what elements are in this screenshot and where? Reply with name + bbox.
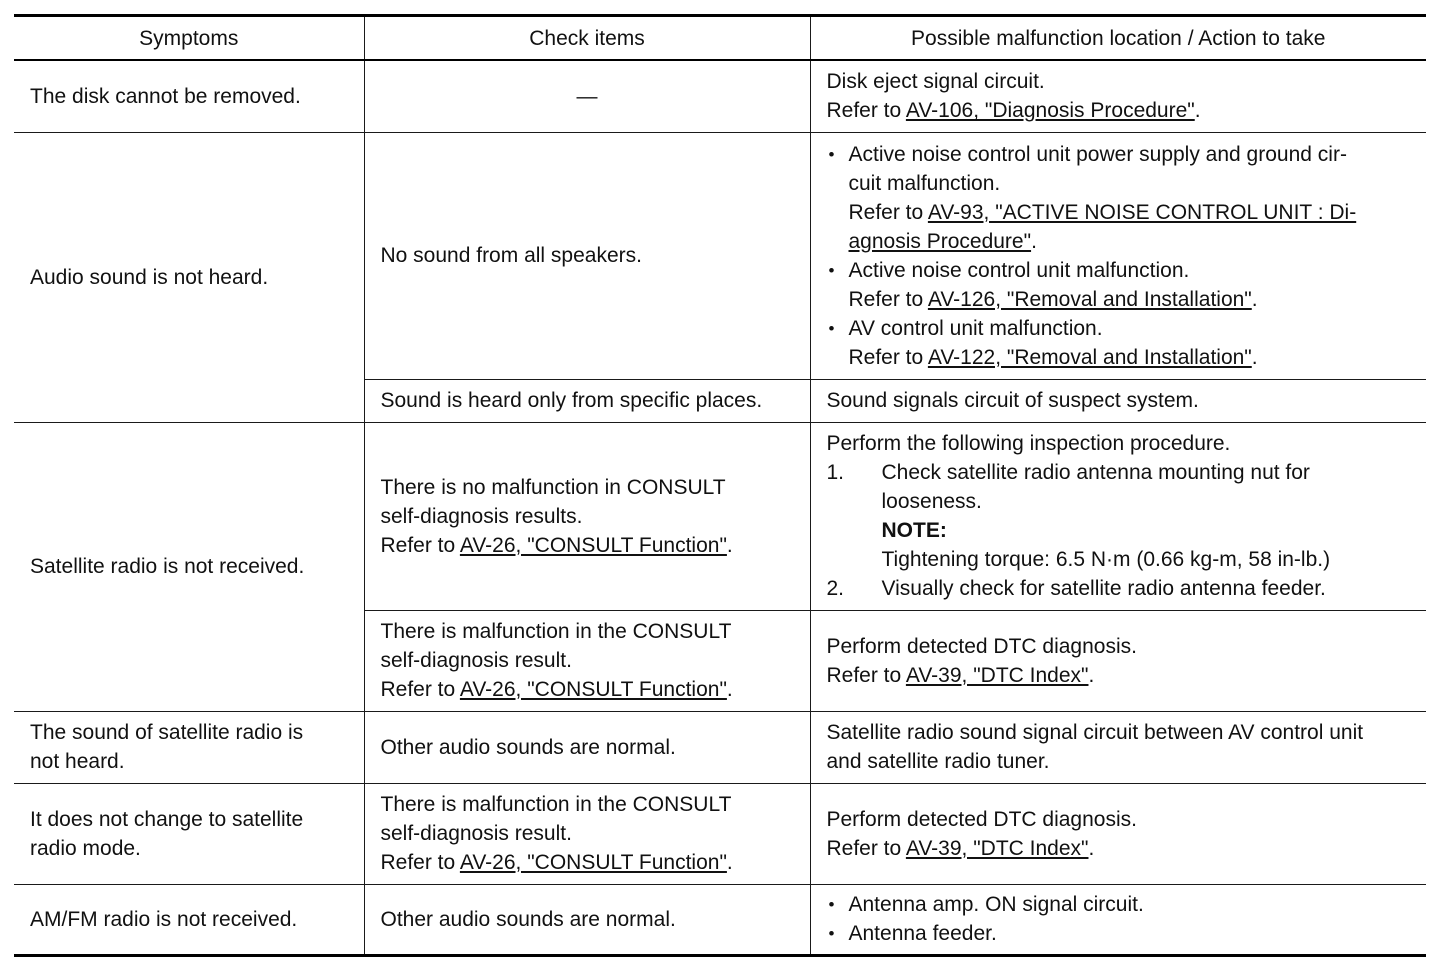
table-row: [14, 711, 1426, 783]
period: .: [1088, 663, 1095, 687]
action-text: and satellite radio tuner.: [826, 750, 1050, 773]
period: .: [1251, 345, 1258, 369]
period: .: [1031, 229, 1037, 253]
reference-link[interactable]: AV-126, "Removal and Installation": [927, 287, 1252, 311]
symptom-text: It does not change to satellite: [30, 807, 304, 831]
symptom-text: radio mode.: [30, 836, 141, 860]
reference-link[interactable]: AV-93, "ACTIVE NOISE CONTROL UNIT : Di-: [927, 200, 1357, 224]
action-cell: [810, 422, 1426, 610]
period: .: [1088, 836, 1095, 860]
step-item: [827, 458, 1411, 516]
table-row: [14, 422, 1426, 610]
reference-link[interactable]: agnosis Procedure": [848, 229, 1032, 253]
refer-text: Refer to: [380, 678, 460, 701]
table-row: [14, 60, 1426, 132]
symptom-cell: [14, 783, 364, 884]
action-cell: [810, 884, 1426, 955]
reference-link[interactable]: AV-26, "CONSULT Function": [459, 678, 727, 701]
check-cell: —: [364, 60, 810, 132]
header-check-items: Check items: [364, 16, 810, 61]
period: .: [1194, 99, 1201, 123]
check-cell: [364, 610, 810, 711]
action-text: • Active noise control unit malfunction.: [848, 258, 1190, 282]
table-header-row: [14, 16, 1426, 61]
reference-link[interactable]: AV-122, "Removal and Installation": [927, 345, 1252, 369]
header-symptoms: Symptoms: [14, 16, 364, 61]
action-text: Satellite radio sound signal circuit between AV control unit: [826, 721, 1364, 744]
bullet-item: [827, 314, 1411, 372]
step-item: [827, 574, 1411, 603]
period: .: [1251, 287, 1258, 311]
table-row: [14, 884, 1426, 955]
refer-text: Refer to: [380, 533, 460, 557]
refer-text: Refer to: [380, 851, 460, 874]
action-cell: [810, 783, 1426, 884]
check-cell: Sound is heard only from specific places.: [364, 379, 810, 422]
action-cell: [810, 610, 1426, 711]
bullet-item: • Antenna amp. ON signal circuit.: [827, 890, 1411, 919]
check-text: There is malfunction in the CONSULT: [380, 620, 732, 643]
bullet-item: • Antenna feeder.: [827, 919, 1411, 948]
refer-text: Refer to: [848, 345, 928, 369]
period: .: [726, 533, 733, 557]
check-cell: No sound from all speakers.: [364, 132, 810, 379]
check-cell: [364, 783, 810, 884]
action-cell: [810, 132, 1426, 379]
table-row: [14, 132, 1426, 379]
period: .: [726, 851, 733, 874]
table-row: [14, 783, 1426, 884]
action-text: cuit malfunction.: [848, 171, 1001, 195]
check-cell: [364, 422, 810, 610]
bullet-item: [827, 140, 1411, 256]
symptom-text: not heard.: [30, 750, 125, 773]
check-text: self-diagnosis result.: [380, 822, 572, 845]
action-text: • Active noise control unit power supply and ground cir-: [848, 142, 1347, 166]
reference-link[interactable]: AV-39, "DTC Index": [905, 663, 1089, 687]
action-cell: [810, 711, 1426, 783]
note-label: NOTE:: [881, 519, 947, 542]
action-text: Perform detected DTC diagnosis.: [826, 634, 1137, 658]
symptom-cell: The disk cannot be removed.: [14, 60, 364, 132]
check-text: self-diagnosis result.: [380, 649, 572, 672]
bullet-item: [827, 256, 1411, 314]
symptom-text: The sound of satellite radio is: [30, 721, 304, 744]
check-text: There is no malfunction in CONSULT: [380, 475, 726, 499]
symptom-cell: [14, 711, 364, 783]
action-text: • AV control unit malfunction.: [848, 316, 1103, 340]
action-text: looseness.: [881, 490, 982, 513]
symptom-cell: AM/FM radio is not received.: [14, 884, 364, 955]
refer-text: Refer to: [848, 200, 928, 224]
torque-spec: Tightening torque: 6.5 N·m (0.66 kg-m, 58 in-lb.): [881, 548, 1331, 571]
check-text: There is malfunction in the CONSULT: [380, 793, 732, 816]
action-text: Perform the following inspection procedure.: [826, 432, 1231, 455]
symptom-cell: Audio sound is not heard.: [14, 132, 364, 422]
step-number: 1.: [826, 461, 845, 484]
action-cell: Sound signals circuit of suspect system.: [810, 379, 1426, 422]
action-text: Perform detected DTC diagnosis.: [826, 807, 1137, 831]
refer-text: Refer to: [826, 836, 906, 860]
symptom-cell: Satellite radio is not received.: [14, 422, 364, 711]
reference-link[interactable]: AV-26, "CONSULT Function": [459, 851, 727, 874]
reference-link[interactable]: AV-106, "Diagnosis Procedure": [905, 99, 1195, 123]
refer-text: Refer to: [826, 663, 906, 687]
reference-link[interactable]: AV-39, "DTC Index": [905, 836, 1089, 860]
action-text: Check satellite radio antenna mounting nut for: [881, 461, 1310, 484]
action-text: Visually check for satellite radio antenna feeder.: [881, 577, 1326, 600]
action-text: Disk eject signal circuit.: [826, 70, 1045, 94]
refer-text: Refer to: [848, 287, 928, 311]
check-text: self-diagnosis results.: [380, 504, 583, 528]
refer-text: Refer to: [826, 99, 906, 123]
action-cell: [810, 60, 1426, 132]
step-number: 2.: [826, 577, 845, 600]
period: .: [726, 678, 733, 701]
reference-link[interactable]: AV-26, "CONSULT Function": [459, 533, 727, 557]
check-cell: Other audio sounds are normal.: [364, 711, 810, 783]
check-cell: Other audio sounds are normal.: [364, 884, 810, 955]
diagnosis-table: [14, 14, 1426, 957]
header-action: Possible malfunction location / Action to take: [810, 16, 1426, 61]
